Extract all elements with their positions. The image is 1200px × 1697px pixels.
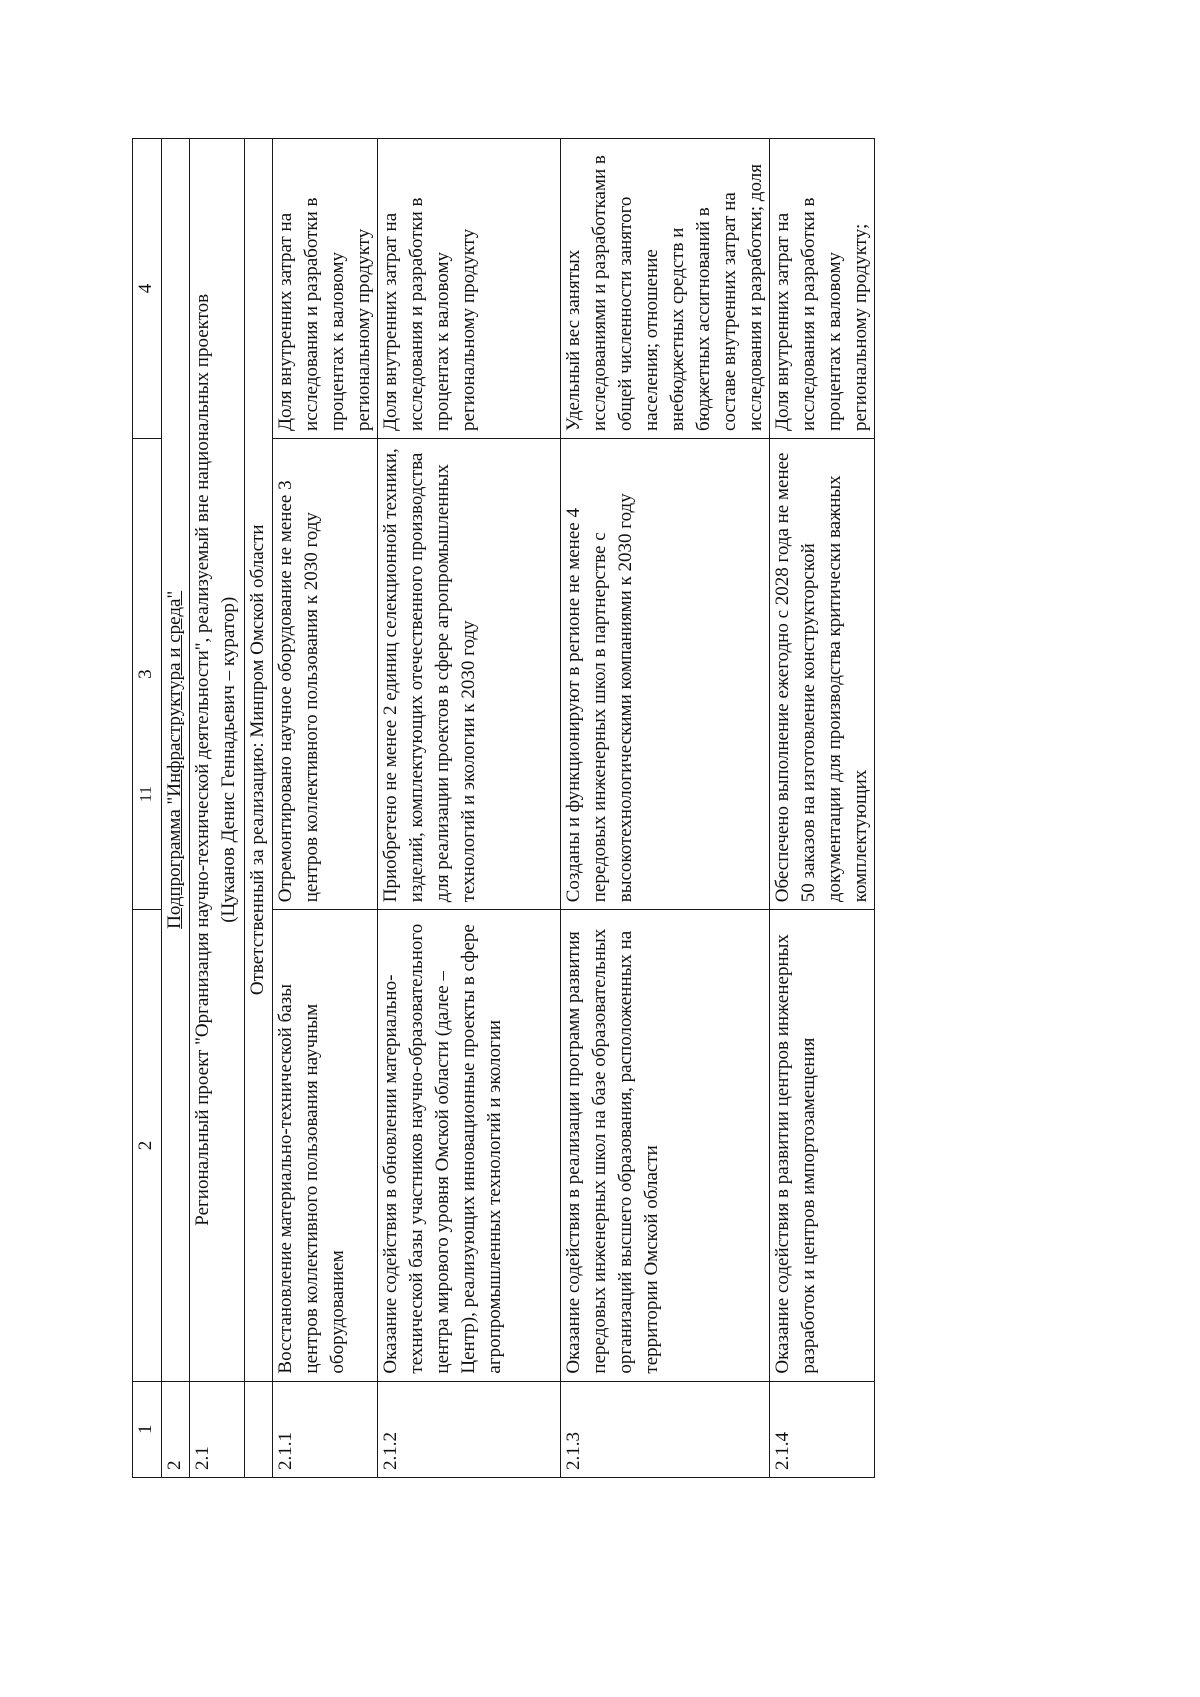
table-row: [378, 139, 561, 1478]
project-number: 2.1: [190, 1381, 245, 1477]
subprogram-title: Подпрограмма "Инфраструктура и среда": [162, 139, 190, 1382]
row-number: 2.1.3: [561, 1381, 770, 1477]
indicator-cell: [378, 139, 561, 439]
column-number: 3: [133, 438, 162, 909]
task-cell: [561, 910, 770, 1381]
page-number: 11: [136, 785, 155, 803]
subprogram-number: 2: [162, 1381, 190, 1477]
result-cell: [273, 438, 378, 909]
indicator-text: Удельный вес занятых исследованиями и разработками в общей численности занятого населения; отношение внебюджетных средств и бюджетных ассигнований в составе внутренних затрат на исследования и разработки; доля: [563, 155, 766, 431]
result-text: Обеспечено выполнение ежегодно с 2028 года не менее 50 заказов на изготовление конструкторской документации для производства критически важных комплектующих: [772, 452, 871, 903]
column-number-row: [133, 139, 162, 1478]
result-cell: [770, 438, 875, 909]
responsible-executor: Ответственный за реализацию: Минпром Омской области: [245, 139, 273, 1382]
responsible-row: [245, 139, 273, 1478]
table-row: [561, 139, 770, 1478]
project-title-line: Региональный проект "Организация научно-технической деятельности", реализуемый вне национальных проектов: [192, 293, 213, 1226]
table-row: [273, 139, 378, 1478]
result-cell: [561, 438, 770, 909]
result-cell: [378, 438, 561, 909]
table-row: [770, 139, 875, 1478]
project-title: [190, 139, 245, 1382]
task-cell: [378, 910, 561, 1381]
indicator-text: Доля внутренних затрат на исследования и разработки в процентах к валовому региональному продукту: [275, 197, 374, 431]
task-text: Оказание содействия в реализации программ развития передовых инженерных школ на базе образовательных организаций высшего образования, расположенных на территории Омской области: [563, 928, 662, 1374]
result-text: Созданы и функционируют в регионе не менее 4 передовых инженерных школ в партнерстве с высокотехнологическими компаниями к 2030 году: [563, 493, 636, 903]
column-number: 2: [133, 910, 162, 1381]
subprogram-row: [162, 139, 190, 1478]
column-number: 4: [133, 139, 162, 439]
empty-cell: [245, 1381, 273, 1477]
result-text: Отремонтировано научное оборудование не менее 3 центров коллективного пользования к 2030 году: [275, 480, 322, 903]
indicator-text: Доля внутренних затрат на исследования и разработки в процентах к валовому региональному продукту: [380, 197, 479, 431]
task-cell: [770, 910, 875, 1381]
landscape-sheet: [132, 138, 1072, 1478]
task-text: Оказание содействия в развитии центров инженерных разработок и центров импортозамещения: [772, 934, 819, 1374]
project-row: [190, 139, 245, 1478]
row-number: 2.1.1: [273, 1381, 378, 1477]
task-text: Восстановление материально-технической базы центров коллективного пользования научным оборудованием: [275, 984, 348, 1374]
column-number: 1: [133, 1381, 162, 1477]
result-text: Приобретено не менее 2 единиц селекционной техники, изделий, комплектующих отечественного производства для реализации проектов в сфере агропромышленных технологий и экологии к 2030 году: [380, 448, 479, 903]
indicator-cell: [770, 139, 875, 439]
row-number: 2.1.4: [770, 1381, 875, 1477]
indicator-text: Доля внутренних затрат на исследования и разработки в процентах к валовому региональному продукту;: [772, 197, 871, 431]
indicator-cell: [561, 139, 770, 439]
task-text: Оказание содействия в обновлении материально-технической базы участников научно-образовательного центра мирового уровня Омской области (далее – Центр), реализующих инновационные проекты в сфере агропромышленных технологий и экологии: [380, 923, 505, 1374]
row-number: 2.1.2: [378, 1381, 561, 1477]
indicator-cell: [273, 139, 378, 439]
program-table: [132, 138, 875, 1478]
task-cell: [273, 910, 378, 1381]
project-curator: (Цуканов Денис Геннадьевич – куратор): [218, 596, 239, 923]
